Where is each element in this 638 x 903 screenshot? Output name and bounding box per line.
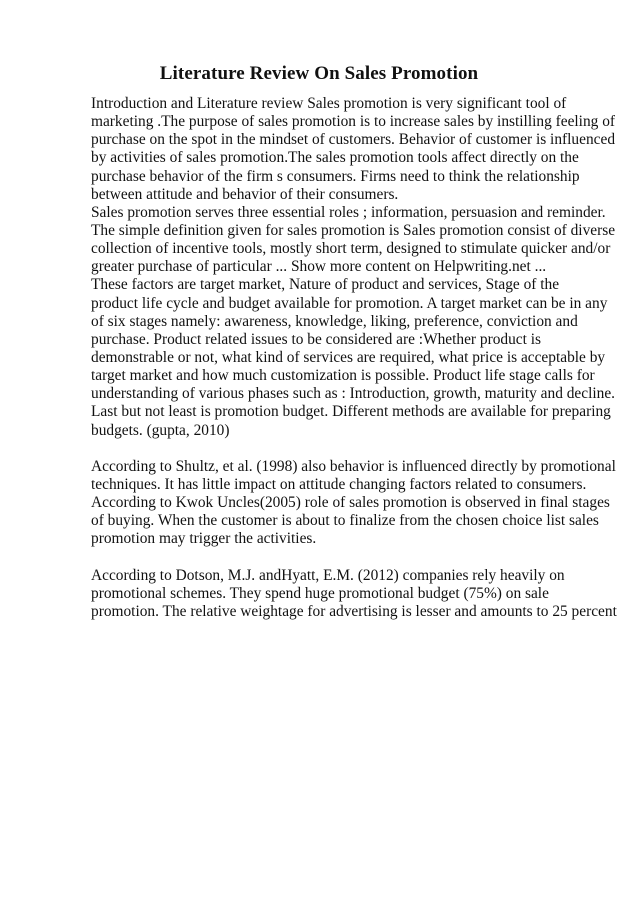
text-line: These factors are target market, Nature of product and services, Stage of the	[91, 276, 560, 294]
text-line: promotion may trigger the activities.	[91, 530, 317, 548]
text-line: According to Kwok Uncles(2005) role of sales promotion is observed in final stages	[91, 494, 610, 512]
text-line: product life cycle and budget available for promotion. A target market can be in any	[91, 294, 608, 312]
paragraph-spacer	[91, 549, 591, 567]
text-line: According to Shultz, et al. (1998) also behavior is influenced directly by promotional	[91, 457, 616, 475]
text-line: promotional schemes. They spend huge promotional budget (75%) on sale	[91, 584, 549, 602]
text-line: Sales promotion serves three essential roles ; information, persuasion and reminder.	[91, 203, 606, 221]
text-line: understanding of various phases such as : Introduction, growth, maturity and decline.	[91, 385, 616, 403]
text-line: marketing .The purpose of sales promotion is to increase sales by instilling feeling of	[91, 113, 616, 131]
text-line: greater purchase of particular ... Show more content on Helpwriting.net ...	[91, 258, 547, 276]
text-line: purchase. Product related issues to be considered are :Whether product is	[91, 330, 542, 348]
text-line: budgets. (gupta, 2010)	[91, 421, 230, 439]
paragraph-2	[91, 457, 616, 549]
text-line: According to Dotson, M.J. andHyatt, E.M. (2012) companies rely heavily on	[91, 566, 565, 584]
text-line: collection of incentive tools, mostly short term, designed to stimulate quicker and/or	[91, 240, 611, 258]
text-line: by activities of sales promotion.The sales promotion tools affect directly on the	[91, 149, 579, 167]
text-line: of six stages namely: awareness, knowledge, liking, preference, conviction and	[91, 312, 578, 330]
text-line: demonstrable or not, what kind of services are required, what price is acceptable by	[91, 348, 606, 366]
text-line: of buying. When the customer is about to finalize from the chosen choice list sales	[91, 512, 599, 530]
paragraph-spacer	[91, 440, 591, 458]
paragraph-3	[91, 566, 617, 621]
text-line: Introduction and Literature review Sales promotion is very significant tool of	[91, 95, 567, 112]
paragraph-1	[91, 95, 616, 440]
document-title: Literature Review On Sales Promotion	[159, 63, 479, 84]
document-body	[91, 95, 617, 621]
text-line: purchase behavior of the firm s consumers. Firms need to think the relationship	[91, 167, 580, 185]
text-line: purchase on the spot in the mindset of customers. Behavior of customer is influenced	[91, 131, 616, 149]
text-line: The simple definition given for sales promotion is Sales promotion consist of diverse	[91, 221, 616, 239]
text-line: target market and how much customization is possible. Product life stage calls for	[91, 367, 595, 385]
text-line: Last but not least is promotion budget. Different methods are available for preparing	[91, 403, 611, 421]
text-line: between attitude and behavior of their consumers.	[91, 185, 399, 203]
text-line: techniques. It has little impact on attitude changing factors related to consumers.	[91, 475, 587, 493]
text-line: promotion. The relative weightage for advertising is lesser and amounts to 25 percent	[91, 602, 617, 620]
